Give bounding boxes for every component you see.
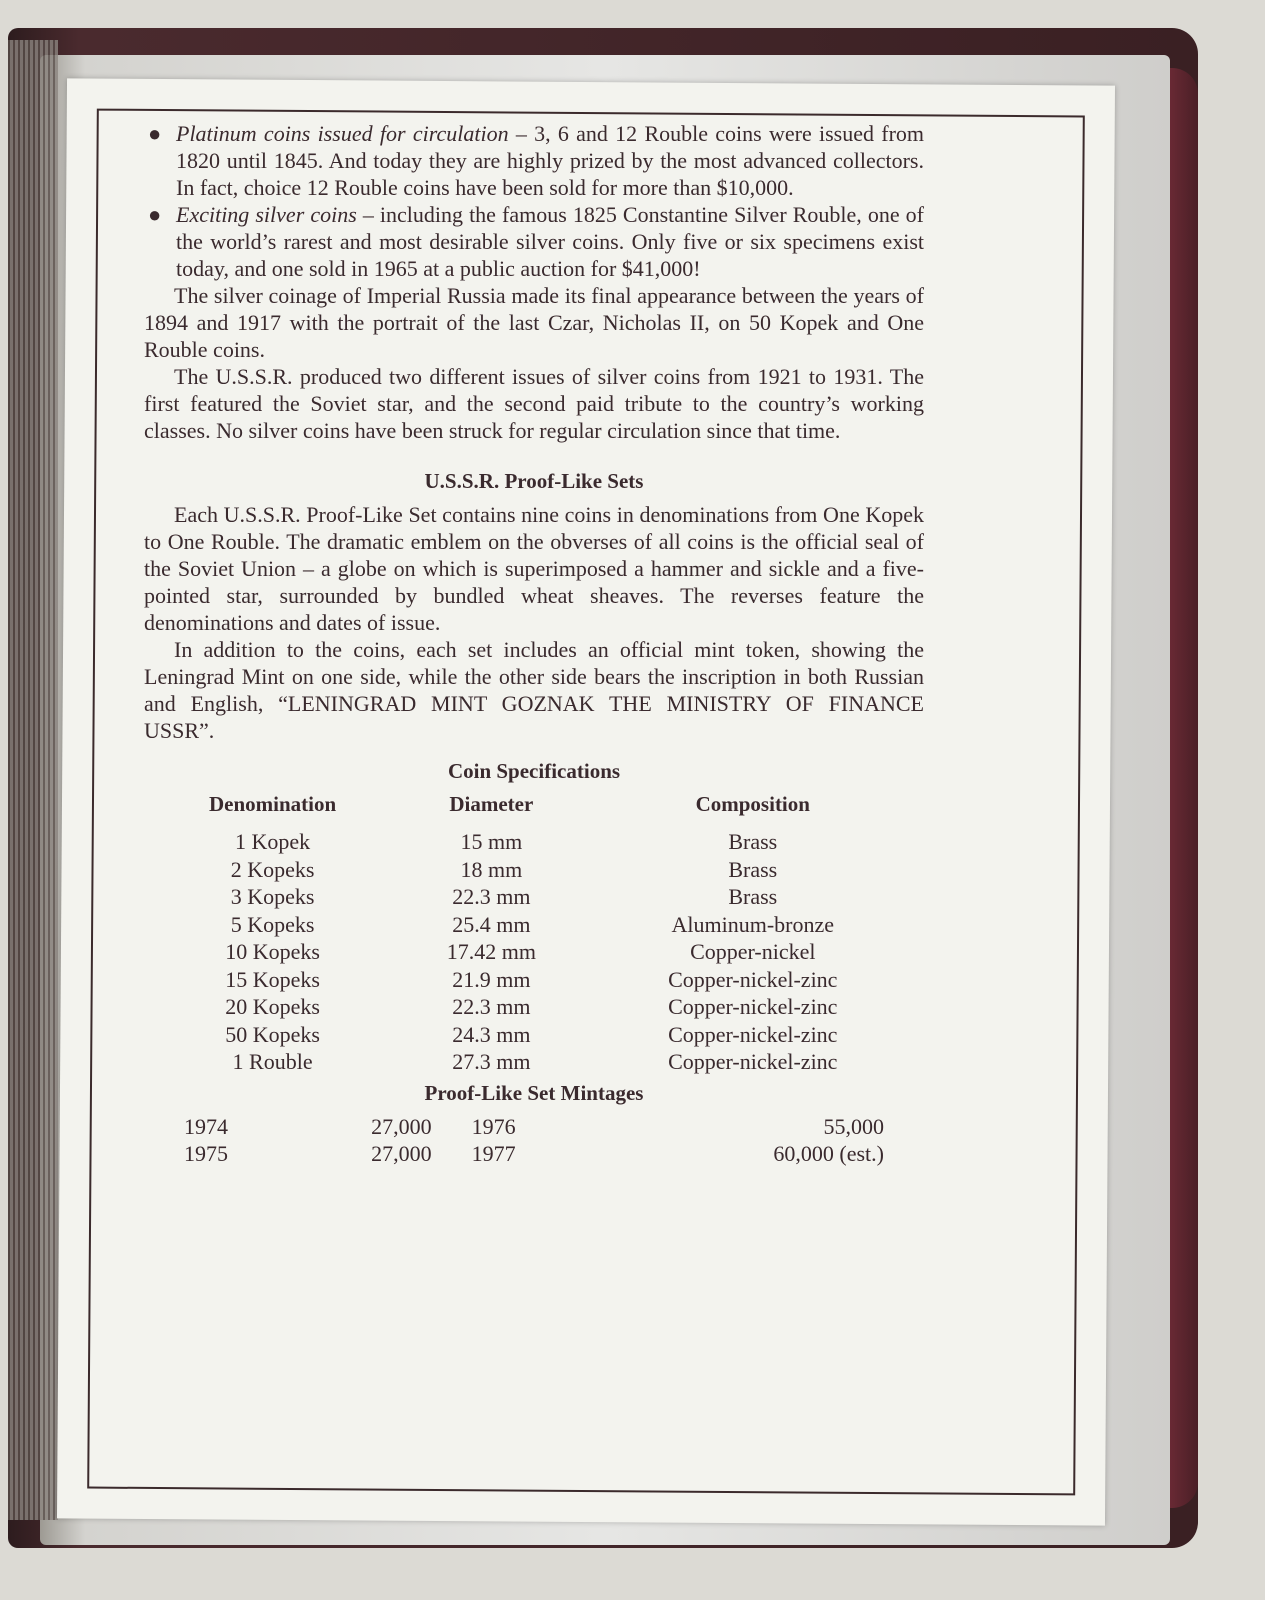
cell-year: 1977 xyxy=(471,1140,516,1166)
table-row xyxy=(144,883,924,911)
cell-diameter: 21.9 mm xyxy=(452,966,531,992)
cell-composition: Copper-nickel-zinc xyxy=(668,966,838,992)
cell-composition: Copper-nickel-zinc xyxy=(668,1049,838,1074)
bullet-lead: Platinum coins issued for circulation xyxy=(176,121,509,146)
table-row xyxy=(144,1113,924,1140)
cell-year: 1974 xyxy=(184,1113,228,1139)
cell-composition: Copper-nickel xyxy=(690,939,816,964)
cell-denomination: 20 Kopeks xyxy=(225,994,320,1019)
cell-diameter: 22.3 mm xyxy=(452,884,531,909)
table-row xyxy=(144,856,924,884)
paragraph-imperial: The silver coinage of Imperial Russia made its final appearance between the years of 1894 and 1917 with the portrait of the last Czar, Nicholas II, on 50 Kopek and One Rouble coins. xyxy=(144,283,924,362)
specs-table xyxy=(144,791,924,1076)
paragraph-proof-sets: Each U.S.S.R. Proof-Like Set contains nine coins in denominations from One Kopek to One Rouble. The dramatic emblem on the obverses of all coins is the official seal of the Soviet Union – a globe on which is superimposed a hammer and sickle and a five-pointed star, surrounded by bundled wheat sheaves. The reverses feature the denominations and dates of issue. xyxy=(144,502,924,635)
cell-diameter: 22.3 mm xyxy=(452,994,531,1019)
cell-composition: Brass xyxy=(728,829,778,854)
bullet-silver xyxy=(144,201,924,282)
cell-denomination: 50 Kopeks xyxy=(225,1021,320,1047)
table-row xyxy=(144,938,924,966)
column-header: Composition xyxy=(695,792,810,816)
specs-header-row xyxy=(144,791,924,828)
bullet-text: – including the famous 1825 Constantine Silver Rouble, one of the world’s rarest and most desirable silver coins. Only five or six specimens exist today, and one sold in 1965 at a public auction for $41,000! xyxy=(176,202,924,281)
cell-diameter: 25.4 mm xyxy=(452,911,531,937)
cell-denomination: 10 Kopeks xyxy=(225,939,320,964)
cell-denomination: 3 Kopeks xyxy=(230,884,315,909)
document-content xyxy=(144,120,924,1167)
column-header: Diameter xyxy=(449,792,534,816)
binder-rings xyxy=(8,40,58,1520)
cell-year: 1976 xyxy=(471,1113,516,1139)
bullet-platinum xyxy=(144,120,924,201)
cell-composition: Copper-nickel-zinc xyxy=(668,1021,838,1047)
cell-composition: Aluminum-bronze xyxy=(671,911,835,937)
cell-diameter: 18 mm xyxy=(460,856,523,882)
table-row xyxy=(144,1021,924,1049)
table-row xyxy=(144,828,924,856)
bullet-dot-icon: ● xyxy=(148,202,162,227)
cell-denomination: 5 Kopeks xyxy=(230,911,315,937)
section-heading-specs: Coin Specifications xyxy=(447,759,621,783)
cell-mintage: 27,000 xyxy=(371,1113,432,1139)
table-row xyxy=(144,1048,924,1076)
cell-composition: Brass xyxy=(728,884,778,909)
bullet-lead: Exciting silver coins xyxy=(176,202,357,227)
mintages-table xyxy=(144,1113,924,1167)
cell-denomination: 1 Rouble xyxy=(232,1049,313,1074)
cell-denomination: 2 Kopeks xyxy=(230,856,315,882)
cell-denomination: 15 Kopeks xyxy=(225,966,320,992)
cell-diameter: 15 mm xyxy=(460,829,523,854)
section-heading-mintages: Proof-Like Set Mintages xyxy=(424,1080,644,1105)
column-header: Denomination xyxy=(208,792,337,816)
table-row xyxy=(144,911,924,939)
paragraph-ussr: The U.S.S.R. produced two different issues of silver coins from 1921 to 1931. The first featured the Soviet star, and the second paid tribute to the country’s working classes. No silver coins have been struck for regular circulation since that time. xyxy=(144,364,924,443)
cell-diameter: 24.3 mm xyxy=(452,1021,531,1047)
table-row xyxy=(144,1140,924,1167)
cell-year: 1975 xyxy=(184,1140,228,1166)
table-row xyxy=(144,993,924,1021)
cell-composition: Copper-nickel-zinc xyxy=(668,994,838,1019)
cell-mintage: 60,000 (est.) xyxy=(773,1140,884,1166)
section-heading-proof-sets: U.S.S.R. Proof-Like Sets xyxy=(424,469,644,493)
cell-diameter: 17.42 mm xyxy=(446,939,536,964)
cell-denomination: 1 Kopek xyxy=(234,829,311,854)
cell-mintage: 55,000 xyxy=(823,1113,884,1139)
cell-mintage: 27,000 xyxy=(371,1140,432,1166)
table-row xyxy=(144,966,924,994)
bullet-text: – 3, 6 and 12 Rouble coins were issued from 1820 until 1845. And today they are highly prized by the most advanced collectors. In fact, choice 12 Rouble coins have been sold for more than $10,000. xyxy=(176,121,925,200)
bullet-dot-icon: ● xyxy=(148,121,162,146)
paragraph-mint-token: In addition to the coins, each set includes an official mint token, showing the Leningrad Mint on one side, while the other side bears the inscription in both Russian and English, “LENINGRAD MINT GOZNAK THE MINISTRY OF FINANCE USSR”. xyxy=(144,637,924,743)
cell-composition: Brass xyxy=(728,856,778,882)
cell-diameter: 27.3 mm xyxy=(452,1049,531,1074)
